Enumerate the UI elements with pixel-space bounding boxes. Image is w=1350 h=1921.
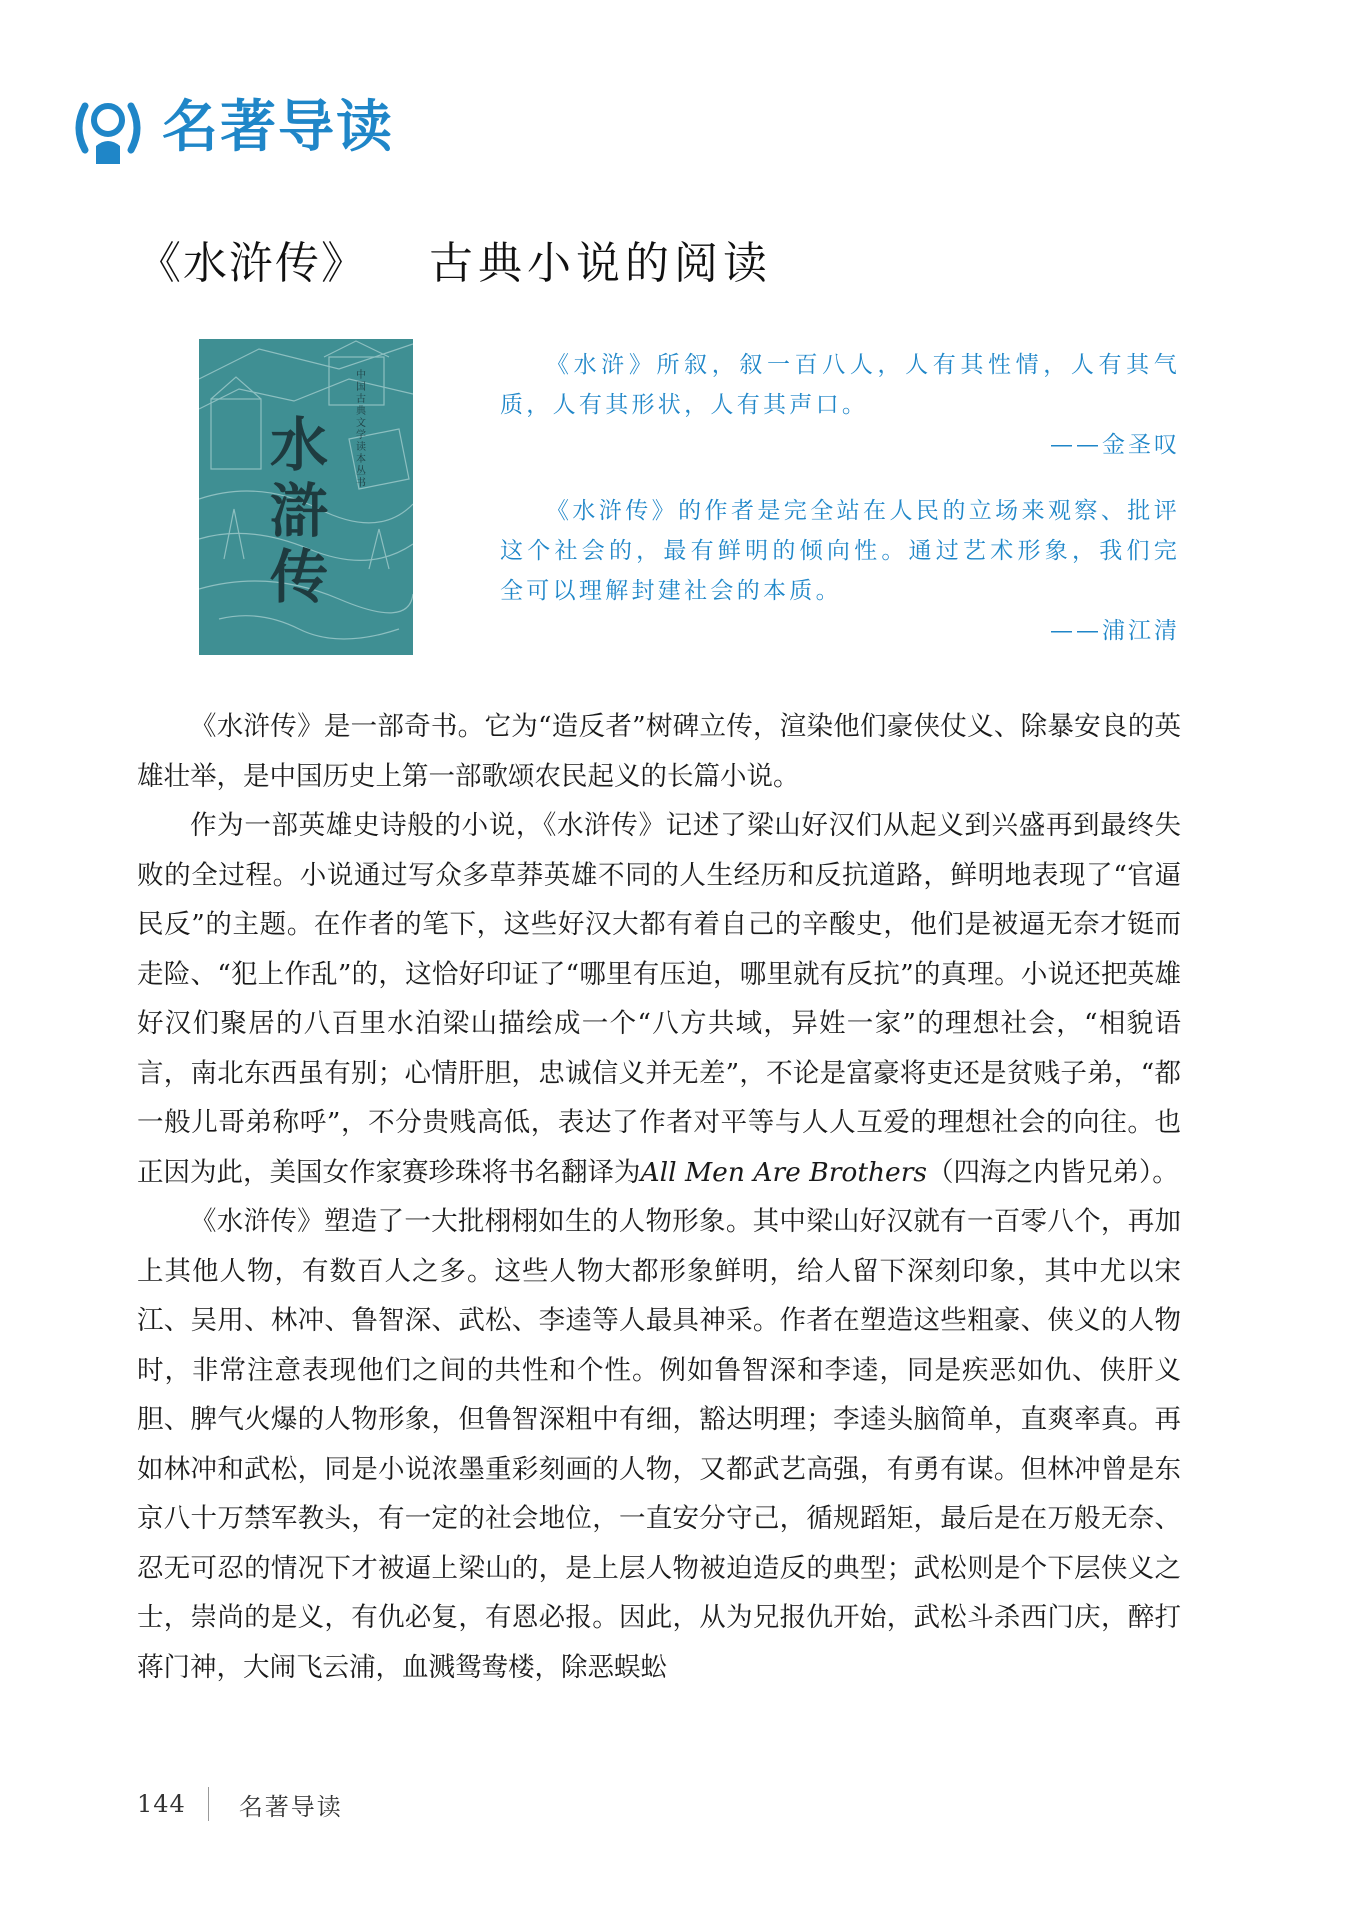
quote-text: 《水浒》所叙，叙一百八人，人有其性情，人有其气质，人有其形状，人有其声口。: [500, 352, 1180, 418]
book-title: 《水浒传》: [137, 238, 367, 289]
page-number: 144: [137, 1790, 186, 1818]
paragraph: 《水浒传》是一部奇书。它为“造反者”树碑立传，渲染他们豪侠仗义、除暴安良的英雄壮举，是中国历史上第一部歌颂农民起义的长篇小说。: [137, 711, 1181, 792]
book-cover-image: [199, 339, 413, 655]
quote-author: ——浦江清: [1050, 618, 1180, 644]
quotes-block: [500, 345, 1180, 651]
english-title: All Men Are Brothers: [640, 1156, 927, 1188]
paragraph: 《水浒传》塑造了一大批栩栩如生的人物形象。其中梁山好汉就有一百零八个，再加上其他人物，有数百人之多。这些人物大都形象鲜明，给人留下深刻印象，其中尤以宋江、吴用、林冲、鲁智深、武松、李逵等人最具神采。作者在塑造这些粗豪、侠义的人物时，非常注意表现他们之间的共性和个性。例如鲁智深和李逵，同是疾恶如仇、侠肝义胆、脾气火爆的人物形象，但鲁智深粗中有细，豁达明理；李逵头脑简单，直爽率真。再如林冲和武松，同是小说浓墨重彩刻画的人物，又都武艺高强，有勇有谋。但林冲曾是东京八十万禁军教头，有一定的社会地位，一直安分守己，循规蹈矩，最后是在万般无奈、忍无可忍的情况下才被逼上梁山的，是上层人物被迫造反的典型；武松则是个下层侠义之士，崇尚的是义，有仇必复，有恩必报。因此，从为兄报仇开始，武松斗杀西门庆，醉打蒋门神，大闹飞云浦，血溅鸳鸯楼，除恶蜈蚣: [137, 1206, 1181, 1683]
section-title: 名著导读: [162, 95, 394, 160]
article-title: [137, 232, 772, 296]
paragraph: [137, 801, 1181, 1197]
article-body: [137, 702, 1181, 1692]
reading-person-icon: [68, 88, 148, 168]
quote-author: ——金圣叹: [1050, 432, 1180, 458]
footer-section-label: 名著导读: [238, 1792, 343, 1821]
cover-title: 水滸传: [260, 414, 328, 612]
paragraph-text: 作为一部英雄史诗般的小说，《水浒传》记述了梁山好汉们从起义到兴盛再到最终失败的全过程。小说通过写众多草莽英雄不同的人生经历和反抗道路，鲜明地表现了“官逼民反”的主题。在作者的笔下，这些好汉大都有着自己的辛酸史，他们是被逼无奈才铤而走险、“犯上作乱”的，这恰好印证了“哪里有压迫，哪里就有反抗”的真理。小说还把英雄好汉们聚居的八百里水泊梁山描绘成一个“八方共域，异姓一家”的理想社会，“相貌语言，南北东西虽有别；心情肝胆，忠诚信义并无差”，不论是富豪将吏还是贫贱子弟，“都一般儿哥弟称呼”，不分贵贱高低，表达了作者对平等与人人互爱的理想社会的向往。也正因为此，美国女作家赛珍珠将书名翻译为: [137, 810, 1181, 1188]
page-footer: [137, 1786, 343, 1822]
quote-text: 《水浒传》的作者是完全站在人民的立场来观察、批评这个社会的，最有鲜明的倾向性。通过艺术形象，我们完全可以理解封建社会的本质。: [500, 498, 1180, 604]
cover-series: 中国古典文学读本丛书: [353, 369, 365, 489]
article-subtitle: 古典小说的阅读: [429, 238, 772, 289]
paragraph-text: （四海之内皆兄弟）。: [927, 1156, 1179, 1188]
footer-divider: [208, 1787, 209, 1821]
section-header: [68, 88, 394, 168]
